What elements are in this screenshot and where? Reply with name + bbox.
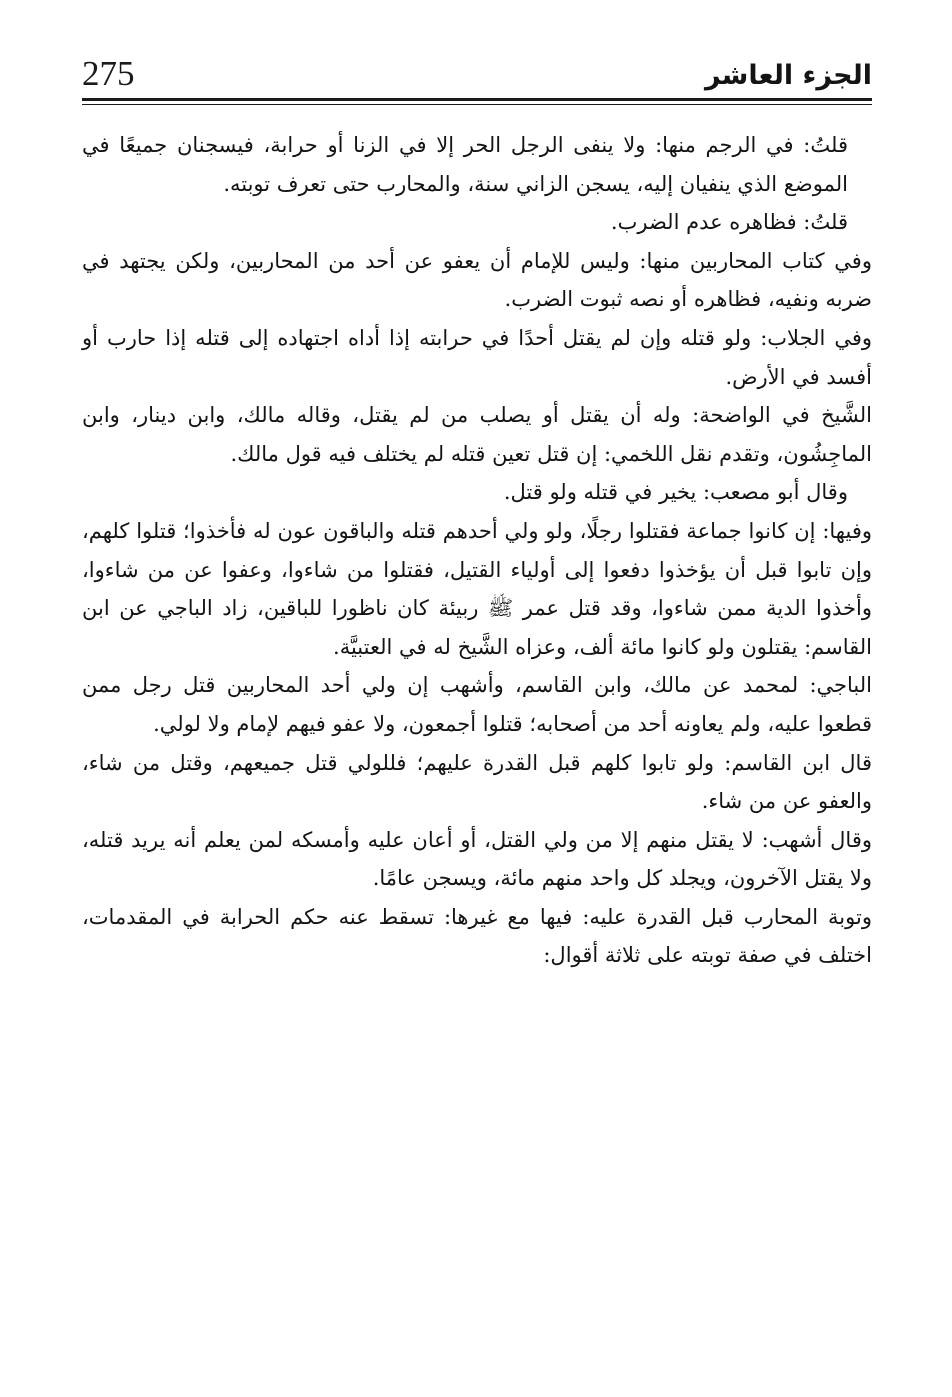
- page-number: 275: [82, 54, 135, 93]
- paragraph: قلتُ: فظاهره عدم الضرب.: [610, 210, 848, 235]
- header-rule-thin: [82, 104, 872, 105]
- paragraph: وقال أبو مصعب: يخير في قتله ولو قتل.: [503, 480, 848, 505]
- paragraph: وفيها: إن كانوا جماعة فقتلوا رجلًا، ولو ولي أحدهم قتله والباقون عون له فأخذوا؛ قتلوا كلهم، وإن تابوا قبل أن يؤخذوا دفعوا إلى أولياء القتيل، فقتلوا من شاءوا، وعفوا عن من شاءوا، وأخذوا الدية ممن شاءوا، وقد قتل عمر ﷺ ربيئة كان ناظورا للباقين، زاد الباجي عن ابن القاسم: يقتلون ولو كانوا مائة ألف، وعزاه الشَّيخ له في العتبيَّة.: [82, 518, 872, 659]
- body-text: [82, 126, 872, 975]
- header-rule-thick: [82, 98, 872, 101]
- paragraph: وفي الجلاب: ولو قتله وإن لم يقتل أحدًا في حرابته إذا أداه اجتهاده إلى قتله إذا حارب أو أفسد في الأرض.: [82, 325, 873, 389]
- paragraph: وقال أشهب: لا يقتل منهم إلا من ولي القتل، أو أعان عليه وأمسكه لمن يعلم أنه يريد قتله، ولا يقتل الآخرون، ويجلد كل واحد منهم مائة، ويسجن عامًا.: [82, 827, 872, 891]
- running-title: الجزء العاشر: [705, 60, 872, 91]
- paragraph: الباجي: لمحمد عن مالك، وابن القاسم، وأشهب إن ولي أحد المحاربين قتل رجل ممن قطعوا عليه، ولم يعاونه أحد من أصحابه؛ قتلوا أجمعون، ولا عفو فيهم لإمام ولا لولي.: [82, 673, 872, 736]
- paragraph: قال ابن القاسم: ولو تابوا كلهم قبل القدرة عليهم؛ فللولي قتل جميعهم، وقتل من شاء، والعفو عن من شاء.: [82, 750, 872, 814]
- paragraph: الشَّيخ في الواضحة: وله أن يقتل أو يصلب من لم يقتل، وقاله مالك، وابن دينار، وابن الماجِشُون، وتقدم نقل اللخمي: إن قتل تعين قتله لم يختلف فيه قول مالك.: [82, 403, 872, 466]
- paragraph: قلتُ: في الرجم منها: ولا ينفى الرجل الحر إلا في الزنا أو حرابة، فيسجنان جميعًا في الموضع الذي ينفيان إليه، يسجن الزاني سنة، والمحارب حتى تعرف توبته.: [82, 133, 848, 196]
- page-header: [82, 48, 872, 98]
- paragraph: وتوبة المحارب قبل القدرة عليه: فيها مع غيرها: تسقط عنه حكم الحرابة في المقدمات، اختلف في صفة توبته على ثلاثة أقوال:: [82, 904, 872, 968]
- paragraph: وفي كتاب المحاربين منها: وليس للإمام أن يعفو عن أحد من المحاربين، ولكن يجتهد في ضربه ونفيه، فظاهره أو نصه ثبوت الضرب.: [82, 248, 872, 312]
